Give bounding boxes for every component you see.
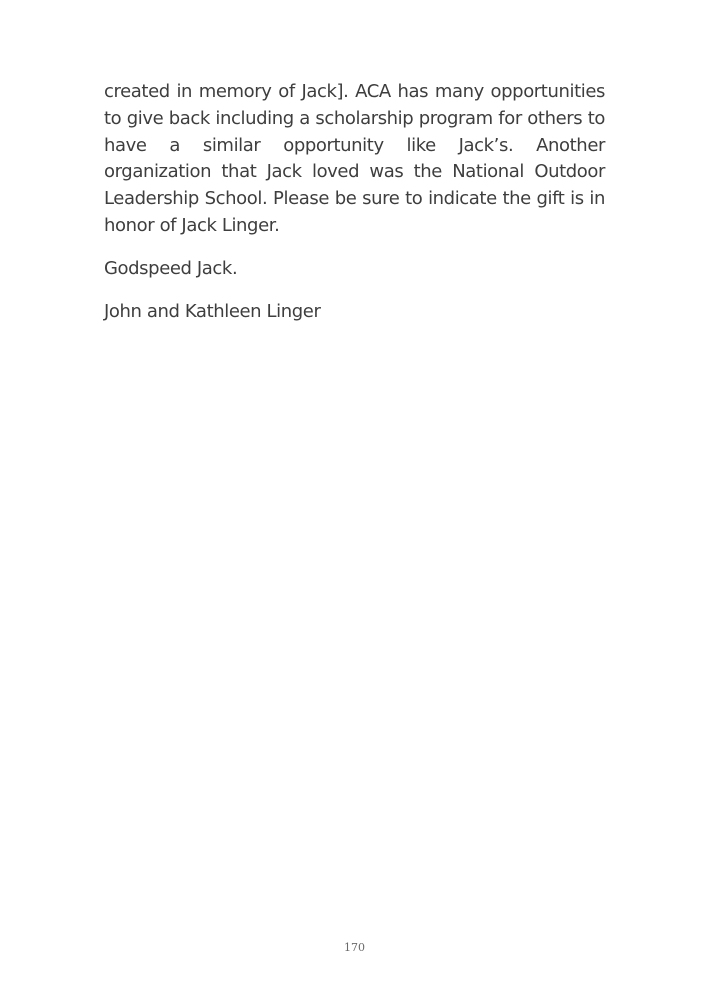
paragraph-signature: John and Kathleen Linger [104,300,321,322]
page-number: 170 [344,941,365,954]
paragraph-farewell: Godspeed Jack. [104,257,238,279]
paragraph-closing-note: created in memory of Jack]. ACA has many opportunities to give back including a scholarship program for others to have a similar opportunity like Jack’s. Another organization that Jack loved was the National Outdoor Leadership School. Please be sure to indicate the gift is in honor of Jack Linger. [104,81,605,236]
body-text [104,79,605,325]
